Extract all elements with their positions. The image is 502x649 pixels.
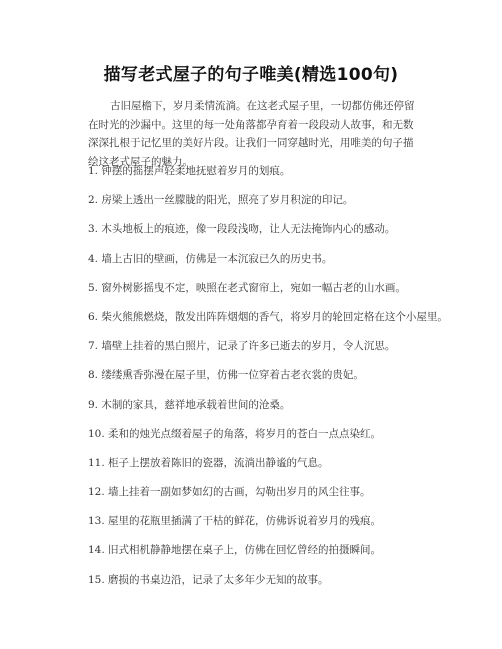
list-item: 2. 房梁上透出一丝朦胧的阳光，照亮了岁月积淀的印记。 <box>88 194 354 207</box>
list-item: 9. 木制的家具，慈祥地承载着世间的沧桑。 <box>88 398 291 411</box>
list-item: 1. 钟摆的摇摆声轻柔地抚慰着岁月的划痕。 <box>88 165 291 177</box>
list-item: 12. 墙上挂着一副如梦如幻的古画，勾勒出岁月的风尘往事。 <box>88 486 371 499</box>
list-item: 10. 柔和的烛光点缀着屋子的角落，将岁月的苍白一点点染红。 <box>88 427 382 440</box>
list-item: 7. 墙壁上挂着的黑白照片，记录了许多已逝去的岁月，令人沉思。 <box>88 340 396 353</box>
list-item: 4. 墙上古旧的壁画，仿佛是一本沉寂已久的历史书。 <box>88 252 333 265</box>
list-item: 11. 柜子上摆放着陈旧的瓷器，流淌出静谧的气息。 <box>88 456 329 469</box>
list-item: 6. 柴火熊熊燃烧，散发出阵阵烟烟的香气，将岁月的轮回定格在这个小屋里。 <box>88 310 448 323</box>
list-item: 5. 窗外树影摇曳不定，映照在老式窗帘上，宛如一幅古老的山水画。 <box>88 281 406 294</box>
sentence-list <box>88 164 448 602</box>
document-title: 描写老式屋子的句子唯美(精选100句) <box>103 65 399 85</box>
list-item: 3. 木头地板上的痕迹，像一段段浅吻，让人无法掩饰内心的感动。 <box>88 223 396 236</box>
intro-paragraph: 古旧屋檐下，岁月柔情流淌。在这老式屋子里，一切都仿佛还停留在时光的沙漏中。这里的每一处角落都孕育着一段段动人故事，和无数深深扎根于记忆里的美好片段。让我们一同穿越时光，用唯美的句子描绘这老式屋子的魅力。 <box>88 100 415 168</box>
list-item: 14. 旧式相机静静地摆在桌子上，仿佛在回忆曾经的拍摄瞬间。 <box>88 544 382 557</box>
list-item: 15. 磨损的书桌边沿，记录了太多年少无知的故事。 <box>88 573 329 586</box>
list-item: 13. 屋里的花瓶里插满了干枯的鲜花，仿佛诉说着岁月的残痕。 <box>88 515 382 528</box>
list-item: 8. 缕缕熏香弥漫在屋子里，仿佛一位穿着古老衣裳的贵妃。 <box>88 369 364 382</box>
